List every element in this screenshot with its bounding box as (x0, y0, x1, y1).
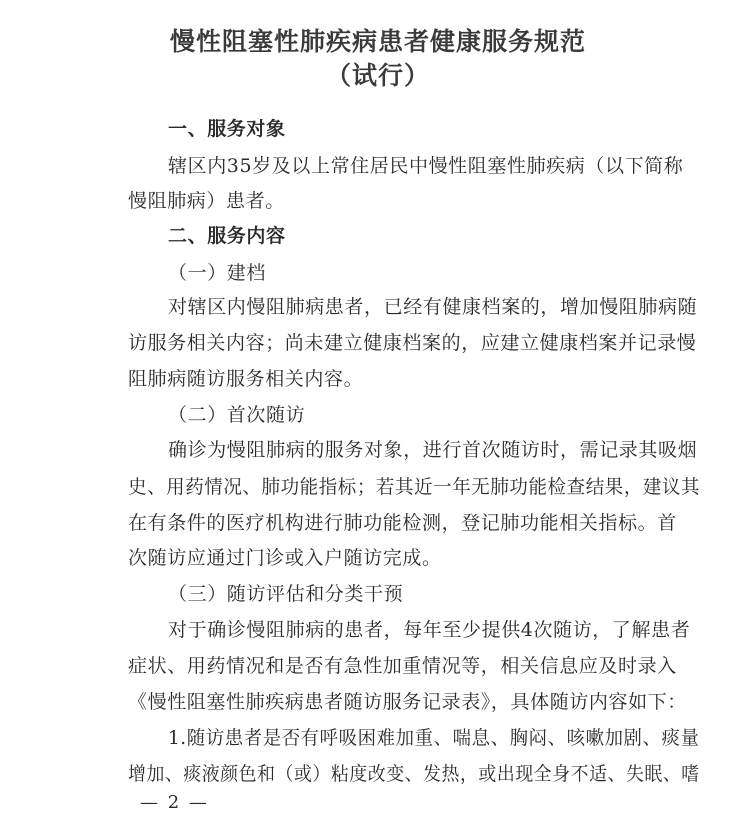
paragraph-line: 史、用药情况、肺功能指标；若其近一年无肺功能检查结果，建议其 (128, 476, 701, 498)
paragraph-line: 阻肺病随访服务相关内容。 (128, 368, 364, 390)
paragraph-line: 对辖区内慢阻肺病患者，已经有健康档案的，增加慢阻肺病随 (168, 296, 698, 318)
paragraph-line: 对于确诊慢阻肺病的患者，每年至少提供4次随访，了解患者 (168, 619, 691, 641)
paragraph-line: 次随访应通过门诊或入户随访完成。 (128, 547, 442, 569)
section-heading-service-content: 二、服务内容 (168, 225, 286, 247)
paragraph-line: 增加、痰液颜色和（或）粘度改变、发热，或出现全身不适、失眠、嗜 (128, 763, 700, 785)
paragraph-line: 辖区内35岁及以上常住居民中慢性阻塞性肺疾病（以下简称 (168, 155, 684, 177)
subsection-heading-filing: （一）建档 (168, 262, 267, 284)
paragraph-line: 在有条件的医疗机构进行肺功能检测，登记肺功能相关指标。首 (128, 512, 677, 534)
paragraph-line: 确诊为慢阻肺病的服务对象，进行首次随访时，需记录其吸烟 (168, 439, 698, 461)
paragraph-line: 《慢性阻塞性肺疾病患者随访服务记录表》，具体随访内容如下： (128, 691, 687, 713)
subsection-heading-first-visit: （二）首次随访 (168, 404, 306, 426)
document-subtitle: （试行） (325, 61, 430, 90)
section-heading-service-target: 一、服务对象 (168, 118, 286, 140)
paragraph-line: 访服务相关内容；尚未建立健康档案的，应建立健康档案并记录慢 (128, 332, 697, 354)
paragraph-line: 慢阻肺病）患者。 (128, 190, 285, 212)
document-title: 慢性阻塞性肺疾病患者健康服务规范 (169, 27, 586, 56)
subsection-heading-followup: （三）随访评估和分类干预 (168, 583, 404, 605)
paragraph-line: 1.随访患者是否有呼吸困难加重、喘息、胸闷、咳嗽加剧、痰量 (168, 727, 700, 749)
paragraph-line: 症状、用药情况和是否有急性加重情况等，相关信息应及时录入 (128, 655, 677, 677)
page-number: — 2 — (140, 792, 209, 813)
